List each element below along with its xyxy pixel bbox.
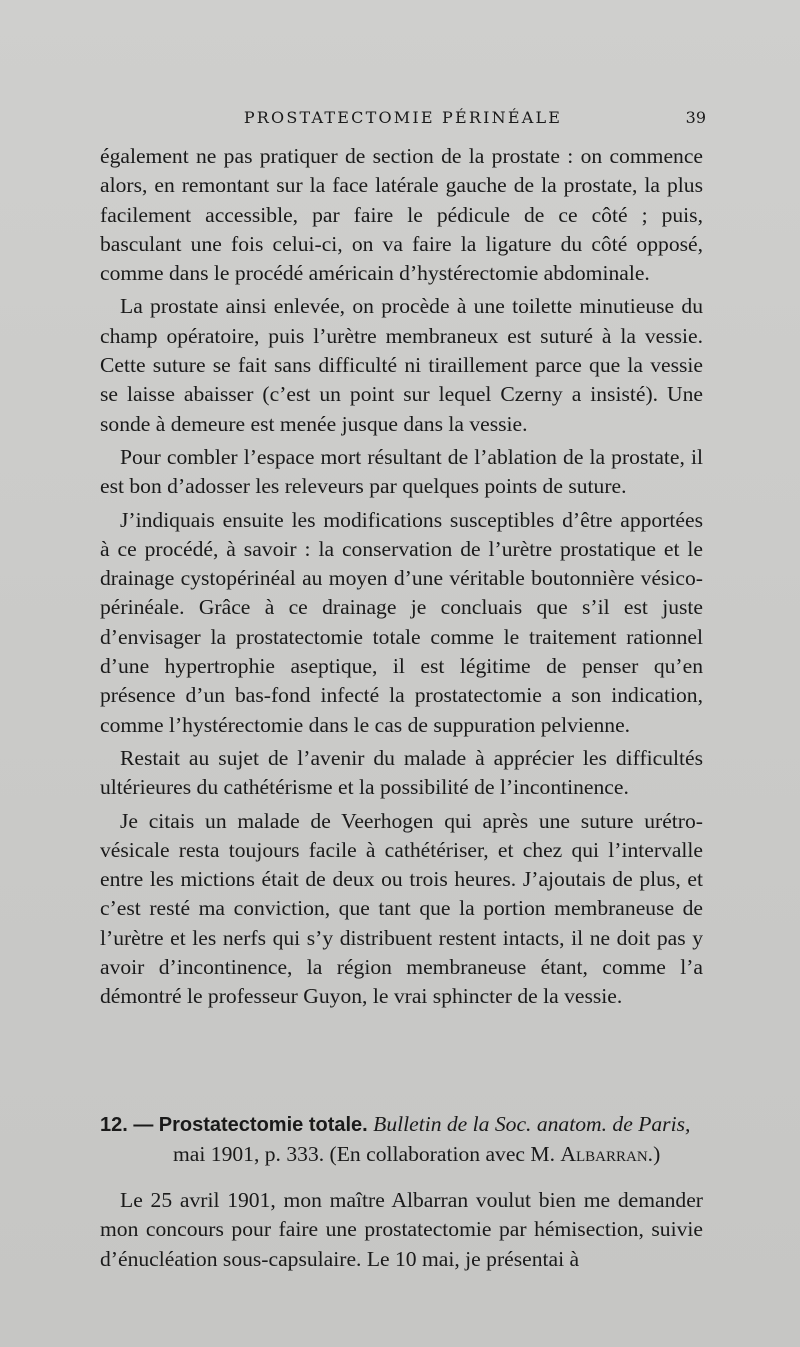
paragraph-4: J’indiquais ensuite les modifications susceptibles d’être apportées à ce procédé, à savoir : la conservation de l’urètre prostatique et le drainage cystopérinéal au moyen d’une véritable boutonnière vésico-périnéale. Grâce à ce drainage je concluais que s’il est juste d’envisager la prostatectomie totale comme le traitement rationnel d’une hypertrophie aseptique, il est légitime de penser qu’en présence d’un bas-fond infecté la prostatectomie a son indication, comme l’hystérectomie dans le cas de suppuration pelvienne. xyxy=(100,507,703,737)
entry-journal: Bulletin de la Soc. anatom. de Paris, xyxy=(373,1112,691,1136)
body-text xyxy=(100,142,703,1016)
entry-title: Prostatectomie totale. xyxy=(158,1114,368,1136)
entry-line-1 xyxy=(100,1110,703,1140)
paragraph-1: également ne pas pratiquer de section de la prostate : on commence alors, en remontant sur la face latérale gauche de la prostate, la plus facilement accessible, par faire le pédicule de ce côté ; puis, basculant une fois celui-ci, on va faire la ligature du côté opposé, comme dans le procédé américain d’hystérectomie abdominale. xyxy=(100,144,703,286)
paragraph-3: Pour combler l’espace mort résultant de l’ablation de la prostate, il est bon d’adosser les releveurs par quelques points de suture. xyxy=(100,444,703,499)
entry-line-2 xyxy=(100,1140,703,1169)
entry-number: 12. — xyxy=(100,1114,154,1136)
running-head: PROSTATECTOMIE PÉRINÉALE xyxy=(243,108,563,127)
paragraph-5: Restait au sujet de l’avenir du malade à apprécier les difficultés ultérieures du cathétérisme et la possibilité de l’incontinence. xyxy=(100,745,703,800)
entry-author: Albarran.) xyxy=(560,1142,661,1166)
bibliography-entry xyxy=(100,1110,703,1169)
paragraph-2: La prostate ainsi enlevée, on procède à une toilette minutieuse du champ opératoire, puis l’urètre membraneux est suturé à la vessie. Cette suture se fait sans difficulté ni tiraillement parce que la vessie se laisse abaisser (c’est un point sur lequel Czerny a insisté). Une sonde à demeure est menée jusque dans la vessie. xyxy=(100,294,703,436)
page-header xyxy=(100,108,706,138)
entry-details: mai 1901, p. 333. (En collaboration avec M. xyxy=(173,1142,555,1166)
paragraph-6: Je citais un malade de Veerhogen qui après une suture urétro-vésicale resta toujours facile à cathétériser, et chez qui l’intervalle entre les mictions était de deux ou trois heures. J’ajoutais de plus, et c’est resté ma conviction, que tant que la portion membraneuse de l’urètre et les nerfs qui s’y distribuent restent intacts, il ne doit pas y avoir d’incontinence, la région membraneuse étant, comme l’a démontré le professeur Guyon, le vrai sphincter de la vessie. xyxy=(100,808,703,1009)
final-text xyxy=(100,1186,703,1274)
paragraph-final: Le 25 avril 1901, mon maître Albarran voulut bien me demander mon concours pour faire une prostatectomie par hémisection, suivie d’énucléation sous-capsulaire. Le 10 mai, je présentai à xyxy=(100,1188,703,1271)
page-number: 39 xyxy=(685,108,706,127)
